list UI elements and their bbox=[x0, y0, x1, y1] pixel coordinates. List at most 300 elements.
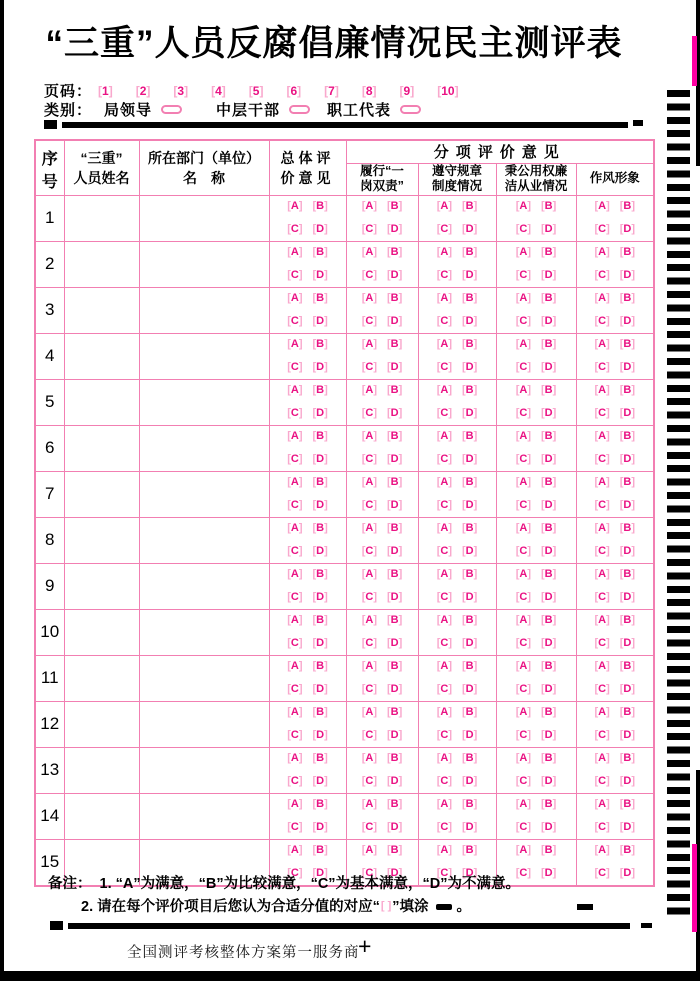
option-bubble-A[interactable] bbox=[594, 339, 609, 350]
option-bubble-C[interactable] bbox=[287, 500, 302, 511]
option-bubble-A[interactable] bbox=[287, 707, 302, 718]
option-bubble-D[interactable] bbox=[620, 730, 635, 741]
option-bubble-D[interactable] bbox=[387, 638, 402, 649]
option-bubble-C[interactable] bbox=[437, 270, 452, 281]
option-bubble-B[interactable] bbox=[462, 247, 477, 258]
page-code-bubble-6[interactable] bbox=[286, 85, 301, 97]
option-bubble-B[interactable] bbox=[387, 385, 402, 396]
option-bubble-D[interactable] bbox=[462, 362, 477, 373]
option-bubble-C[interactable] bbox=[362, 362, 377, 373]
option-bubble-D[interactable] bbox=[313, 684, 328, 695]
option-bubble-D[interactable] bbox=[462, 638, 477, 649]
option-bubble-A[interactable] bbox=[594, 615, 609, 626]
option-bubble-A[interactable] bbox=[362, 339, 377, 350]
option-bubble-D[interactable] bbox=[620, 454, 635, 465]
option-bubble-D[interactable] bbox=[462, 224, 477, 235]
option-bubble-A[interactable] bbox=[437, 845, 452, 856]
option-bubble-A[interactable] bbox=[437, 431, 452, 442]
option-bubble-B[interactable] bbox=[541, 523, 556, 534]
option-bubble-A[interactable] bbox=[287, 569, 302, 580]
option-bubble-C[interactable] bbox=[516, 224, 531, 235]
option-bubble-D[interactable] bbox=[462, 776, 477, 787]
option-bubble-D[interactable] bbox=[620, 362, 635, 373]
option-bubble-C[interactable] bbox=[594, 546, 609, 557]
dept-input-cell[interactable] bbox=[139, 379, 269, 425]
option-bubble-C[interactable] bbox=[516, 270, 531, 281]
option-bubble-A[interactable] bbox=[437, 339, 452, 350]
option-bubble-B[interactable] bbox=[462, 477, 477, 488]
option-bubble-B[interactable] bbox=[462, 431, 477, 442]
option-bubble-D[interactable] bbox=[313, 270, 328, 281]
option-bubble-A[interactable] bbox=[516, 293, 531, 304]
option-bubble-D[interactable] bbox=[541, 362, 556, 373]
option-bubble-D[interactable] bbox=[462, 454, 477, 465]
option-bubble-D[interactable] bbox=[313, 822, 328, 833]
option-bubble-A[interactable] bbox=[362, 523, 377, 534]
dept-input-cell[interactable] bbox=[139, 747, 269, 793]
name-input-cell[interactable] bbox=[64, 195, 139, 241]
option-bubble-A[interactable] bbox=[362, 569, 377, 580]
option-bubble-C[interactable] bbox=[287, 592, 302, 603]
page-code-bubble-9[interactable] bbox=[400, 85, 415, 97]
page-code-bubble-7[interactable] bbox=[324, 85, 339, 97]
option-bubble-A[interactable] bbox=[516, 477, 531, 488]
option-bubble-A[interactable] bbox=[516, 615, 531, 626]
option-bubble-B[interactable] bbox=[462, 339, 477, 350]
option-bubble-B[interactable] bbox=[387, 707, 402, 718]
option-bubble-B[interactable] bbox=[541, 247, 556, 258]
option-bubble-D[interactable] bbox=[313, 546, 328, 557]
option-bubble-B[interactable] bbox=[541, 477, 556, 488]
option-bubble-D[interactable] bbox=[620, 638, 635, 649]
option-bubble-B[interactable] bbox=[313, 569, 328, 580]
dept-input-cell[interactable] bbox=[139, 701, 269, 747]
option-bubble-C[interactable] bbox=[516, 776, 531, 787]
option-bubble-D[interactable] bbox=[541, 592, 556, 603]
option-bubble-B[interactable] bbox=[462, 201, 477, 212]
option-bubble-A[interactable] bbox=[362, 753, 377, 764]
option-bubble-D[interactable] bbox=[620, 224, 635, 235]
option-bubble-D[interactable] bbox=[387, 224, 402, 235]
option-bubble-A[interactable] bbox=[516, 753, 531, 764]
option-bubble-C[interactable] bbox=[287, 408, 302, 419]
option-bubble-B[interactable] bbox=[620, 201, 635, 212]
option-bubble-C[interactable] bbox=[362, 776, 377, 787]
option-bubble-A[interactable] bbox=[362, 477, 377, 488]
option-bubble-B[interactable] bbox=[620, 339, 635, 350]
option-bubble-C[interactable] bbox=[594, 868, 609, 879]
category-checkbox[interactable] bbox=[289, 105, 310, 114]
option-bubble-A[interactable] bbox=[362, 615, 377, 626]
option-bubble-B[interactable] bbox=[541, 845, 556, 856]
option-bubble-C[interactable] bbox=[594, 500, 609, 511]
dept-input-cell[interactable] bbox=[139, 793, 269, 839]
option-bubble-B[interactable] bbox=[462, 845, 477, 856]
option-bubble-B[interactable] bbox=[387, 569, 402, 580]
option-bubble-C[interactable] bbox=[516, 592, 531, 603]
option-bubble-B[interactable] bbox=[313, 477, 328, 488]
option-bubble-C[interactable] bbox=[362, 592, 377, 603]
option-bubble-C[interactable] bbox=[437, 730, 452, 741]
option-bubble-A[interactable] bbox=[594, 661, 609, 672]
option-bubble-A[interactable] bbox=[516, 523, 531, 534]
dept-input-cell[interactable] bbox=[139, 241, 269, 287]
option-bubble-D[interactable] bbox=[387, 408, 402, 419]
option-bubble-C[interactable] bbox=[287, 270, 302, 281]
option-bubble-B[interactable] bbox=[620, 661, 635, 672]
option-bubble-B[interactable] bbox=[620, 477, 635, 488]
option-bubble-B[interactable] bbox=[462, 753, 477, 764]
option-bubble-A[interactable] bbox=[516, 201, 531, 212]
option-bubble-A[interactable] bbox=[437, 799, 452, 810]
option-bubble-D[interactable] bbox=[387, 500, 402, 511]
option-bubble-D[interactable] bbox=[387, 454, 402, 465]
name-input-cell[interactable] bbox=[64, 379, 139, 425]
option-bubble-D[interactable] bbox=[462, 822, 477, 833]
option-bubble-D[interactable] bbox=[313, 730, 328, 741]
page-code-bubble-10[interactable] bbox=[437, 85, 458, 97]
option-bubble-B[interactable] bbox=[620, 615, 635, 626]
option-bubble-A[interactable] bbox=[594, 385, 609, 396]
dept-input-cell[interactable] bbox=[139, 655, 269, 701]
option-bubble-B[interactable] bbox=[620, 523, 635, 534]
option-bubble-D[interactable] bbox=[620, 546, 635, 557]
option-bubble-C[interactable] bbox=[594, 684, 609, 695]
option-bubble-A[interactable] bbox=[437, 385, 452, 396]
option-bubble-D[interactable] bbox=[462, 592, 477, 603]
dept-input-cell[interactable] bbox=[139, 333, 269, 379]
option-bubble-D[interactable] bbox=[462, 546, 477, 557]
option-bubble-D[interactable] bbox=[620, 316, 635, 327]
name-input-cell[interactable] bbox=[64, 563, 139, 609]
option-bubble-A[interactable] bbox=[287, 661, 302, 672]
option-bubble-C[interactable] bbox=[287, 546, 302, 557]
page-code-bubble-1[interactable] bbox=[98, 85, 113, 97]
option-bubble-C[interactable] bbox=[437, 684, 452, 695]
option-bubble-C[interactable] bbox=[516, 546, 531, 557]
option-bubble-A[interactable] bbox=[437, 477, 452, 488]
option-bubble-A[interactable] bbox=[437, 753, 452, 764]
option-bubble-A[interactable] bbox=[516, 845, 531, 856]
option-bubble-A[interactable] bbox=[437, 707, 452, 718]
option-bubble-C[interactable] bbox=[437, 638, 452, 649]
option-bubble-A[interactable] bbox=[594, 477, 609, 488]
option-bubble-C[interactable] bbox=[594, 316, 609, 327]
name-input-cell[interactable] bbox=[64, 655, 139, 701]
option-bubble-A[interactable] bbox=[594, 569, 609, 580]
option-bubble-D[interactable] bbox=[541, 822, 556, 833]
option-bubble-D[interactable] bbox=[541, 730, 556, 741]
option-bubble-D[interactable] bbox=[313, 776, 328, 787]
option-bubble-C[interactable] bbox=[437, 776, 452, 787]
option-bubble-B[interactable] bbox=[541, 385, 556, 396]
option-bubble-A[interactable] bbox=[287, 293, 302, 304]
option-bubble-A[interactable] bbox=[516, 247, 531, 258]
option-bubble-D[interactable] bbox=[541, 684, 556, 695]
option-bubble-A[interactable] bbox=[287, 845, 302, 856]
option-bubble-C[interactable] bbox=[594, 454, 609, 465]
option-bubble-C[interactable] bbox=[362, 454, 377, 465]
option-bubble-B[interactable] bbox=[620, 707, 635, 718]
option-bubble-A[interactable] bbox=[594, 431, 609, 442]
name-input-cell[interactable] bbox=[64, 425, 139, 471]
option-bubble-D[interactable] bbox=[387, 592, 402, 603]
dept-input-cell[interactable] bbox=[139, 471, 269, 517]
option-bubble-A[interactable] bbox=[287, 753, 302, 764]
option-bubble-B[interactable] bbox=[541, 431, 556, 442]
option-bubble-D[interactable] bbox=[541, 638, 556, 649]
option-bubble-D[interactable] bbox=[541, 500, 556, 511]
option-bubble-A[interactable] bbox=[287, 477, 302, 488]
option-bubble-C[interactable] bbox=[594, 592, 609, 603]
option-bubble-C[interactable] bbox=[287, 316, 302, 327]
option-bubble-C[interactable] bbox=[287, 776, 302, 787]
option-bubble-B[interactable] bbox=[313, 799, 328, 810]
option-bubble-C[interactable] bbox=[362, 270, 377, 281]
option-bubble-B[interactable] bbox=[387, 293, 402, 304]
option-bubble-A[interactable] bbox=[516, 661, 531, 672]
option-bubble-B[interactable] bbox=[313, 707, 328, 718]
name-input-cell[interactable] bbox=[64, 747, 139, 793]
option-bubble-A[interactable] bbox=[437, 615, 452, 626]
option-bubble-C[interactable] bbox=[287, 684, 302, 695]
option-bubble-D[interactable] bbox=[313, 408, 328, 419]
option-bubble-B[interactable] bbox=[313, 661, 328, 672]
option-bubble-A[interactable] bbox=[287, 431, 302, 442]
option-bubble-B[interactable] bbox=[387, 523, 402, 534]
option-bubble-C[interactable] bbox=[362, 500, 377, 511]
option-bubble-C[interactable] bbox=[516, 500, 531, 511]
option-bubble-A[interactable] bbox=[594, 523, 609, 534]
option-bubble-D[interactable] bbox=[313, 500, 328, 511]
option-bubble-D[interactable] bbox=[620, 592, 635, 603]
option-bubble-B[interactable] bbox=[541, 615, 556, 626]
dept-input-cell[interactable] bbox=[139, 563, 269, 609]
option-bubble-A[interactable] bbox=[437, 569, 452, 580]
option-bubble-B[interactable] bbox=[387, 201, 402, 212]
option-bubble-C[interactable] bbox=[287, 454, 302, 465]
option-bubble-C[interactable] bbox=[437, 592, 452, 603]
category-checkbox[interactable] bbox=[161, 105, 182, 114]
option-bubble-C[interactable] bbox=[437, 362, 452, 373]
option-bubble-B[interactable] bbox=[620, 845, 635, 856]
option-bubble-A[interactable] bbox=[437, 661, 452, 672]
option-bubble-C[interactable] bbox=[362, 730, 377, 741]
option-bubble-B[interactable] bbox=[313, 615, 328, 626]
option-bubble-A[interactable] bbox=[437, 201, 452, 212]
option-bubble-C[interactable] bbox=[362, 408, 377, 419]
option-bubble-B[interactable] bbox=[541, 707, 556, 718]
option-bubble-A[interactable] bbox=[362, 201, 377, 212]
option-bubble-B[interactable] bbox=[462, 385, 477, 396]
option-bubble-A[interactable] bbox=[362, 707, 377, 718]
option-bubble-A[interactable] bbox=[362, 431, 377, 442]
option-bubble-A[interactable] bbox=[516, 707, 531, 718]
option-bubble-D[interactable] bbox=[313, 224, 328, 235]
option-bubble-C[interactable] bbox=[362, 316, 377, 327]
option-bubble-D[interactable] bbox=[387, 684, 402, 695]
option-bubble-C[interactable] bbox=[594, 730, 609, 741]
name-input-cell[interactable] bbox=[64, 517, 139, 563]
option-bubble-A[interactable] bbox=[362, 661, 377, 672]
option-bubble-B[interactable] bbox=[313, 753, 328, 764]
option-bubble-C[interactable] bbox=[516, 408, 531, 419]
option-bubble-A[interactable] bbox=[516, 799, 531, 810]
option-bubble-A[interactable] bbox=[594, 201, 609, 212]
option-bubble-C[interactable] bbox=[594, 270, 609, 281]
option-bubble-B[interactable] bbox=[462, 661, 477, 672]
option-bubble-C[interactable] bbox=[594, 362, 609, 373]
option-bubble-A[interactable] bbox=[516, 569, 531, 580]
option-bubble-D[interactable] bbox=[462, 500, 477, 511]
option-bubble-C[interactable] bbox=[516, 730, 531, 741]
option-bubble-B[interactable] bbox=[541, 201, 556, 212]
option-bubble-B[interactable] bbox=[387, 477, 402, 488]
option-bubble-A[interactable] bbox=[287, 799, 302, 810]
option-bubble-B[interactable] bbox=[313, 523, 328, 534]
option-bubble-C[interactable] bbox=[516, 684, 531, 695]
option-bubble-D[interactable] bbox=[620, 776, 635, 787]
option-bubble-C[interactable] bbox=[594, 776, 609, 787]
option-bubble-C[interactable] bbox=[287, 638, 302, 649]
dept-input-cell[interactable] bbox=[139, 287, 269, 333]
option-bubble-D[interactable] bbox=[620, 868, 635, 879]
option-bubble-B[interactable] bbox=[462, 569, 477, 580]
option-bubble-B[interactable] bbox=[387, 661, 402, 672]
option-bubble-D[interactable] bbox=[313, 592, 328, 603]
option-bubble-B[interactable] bbox=[541, 661, 556, 672]
option-bubble-C[interactable] bbox=[287, 730, 302, 741]
option-bubble-B[interactable] bbox=[313, 201, 328, 212]
option-bubble-D[interactable] bbox=[462, 684, 477, 695]
option-bubble-A[interactable] bbox=[437, 293, 452, 304]
option-bubble-A[interactable] bbox=[594, 707, 609, 718]
option-bubble-A[interactable] bbox=[362, 845, 377, 856]
option-bubble-B[interactable] bbox=[541, 339, 556, 350]
option-bubble-B[interactable] bbox=[541, 569, 556, 580]
option-bubble-B[interactable] bbox=[462, 707, 477, 718]
option-bubble-C[interactable] bbox=[516, 454, 531, 465]
option-bubble-B[interactable] bbox=[541, 753, 556, 764]
option-bubble-C[interactable] bbox=[594, 408, 609, 419]
dept-input-cell[interactable] bbox=[139, 195, 269, 241]
option-bubble-B[interactable] bbox=[620, 385, 635, 396]
option-bubble-C[interactable] bbox=[594, 638, 609, 649]
option-bubble-A[interactable] bbox=[594, 293, 609, 304]
name-input-cell[interactable] bbox=[64, 793, 139, 839]
page-code-bubble-8[interactable] bbox=[362, 85, 377, 97]
option-bubble-A[interactable] bbox=[362, 293, 377, 304]
option-bubble-D[interactable] bbox=[541, 224, 556, 235]
option-bubble-B[interactable] bbox=[620, 293, 635, 304]
dept-input-cell[interactable] bbox=[139, 517, 269, 563]
option-bubble-C[interactable] bbox=[437, 822, 452, 833]
name-input-cell[interactable] bbox=[64, 333, 139, 379]
option-bubble-B[interactable] bbox=[313, 293, 328, 304]
option-bubble-B[interactable] bbox=[387, 431, 402, 442]
option-bubble-C[interactable] bbox=[362, 224, 377, 235]
name-input-cell[interactable] bbox=[64, 471, 139, 517]
option-bubble-D[interactable] bbox=[313, 454, 328, 465]
page-code-bubble-2[interactable] bbox=[136, 85, 151, 97]
category-checkbox[interactable] bbox=[400, 105, 421, 114]
option-bubble-A[interactable] bbox=[287, 247, 302, 258]
option-bubble-A[interactable] bbox=[362, 247, 377, 258]
option-bubble-A[interactable] bbox=[287, 523, 302, 534]
option-bubble-C[interactable] bbox=[516, 316, 531, 327]
option-bubble-D[interactable] bbox=[313, 638, 328, 649]
option-bubble-D[interactable] bbox=[313, 316, 328, 327]
option-bubble-A[interactable] bbox=[287, 385, 302, 396]
option-bubble-D[interactable] bbox=[387, 316, 402, 327]
option-bubble-D[interactable] bbox=[387, 822, 402, 833]
option-bubble-C[interactable] bbox=[362, 546, 377, 557]
option-bubble-B[interactable] bbox=[620, 431, 635, 442]
option-bubble-C[interactable] bbox=[516, 822, 531, 833]
option-bubble-B[interactable] bbox=[387, 339, 402, 350]
option-bubble-B[interactable] bbox=[387, 247, 402, 258]
dept-input-cell[interactable] bbox=[139, 609, 269, 655]
option-bubble-C[interactable] bbox=[362, 822, 377, 833]
option-bubble-A[interactable] bbox=[594, 799, 609, 810]
dept-input-cell[interactable] bbox=[139, 425, 269, 471]
option-bubble-D[interactable] bbox=[620, 408, 635, 419]
option-bubble-B[interactable] bbox=[387, 615, 402, 626]
name-input-cell[interactable] bbox=[64, 701, 139, 747]
option-bubble-A[interactable] bbox=[287, 201, 302, 212]
option-bubble-B[interactable] bbox=[387, 753, 402, 764]
option-bubble-A[interactable] bbox=[362, 799, 377, 810]
option-bubble-D[interactable] bbox=[620, 270, 635, 281]
option-bubble-B[interactable] bbox=[387, 799, 402, 810]
option-bubble-A[interactable] bbox=[516, 431, 531, 442]
option-bubble-B[interactable] bbox=[462, 615, 477, 626]
option-bubble-D[interactable] bbox=[387, 362, 402, 373]
option-bubble-C[interactable] bbox=[437, 546, 452, 557]
option-bubble-B[interactable] bbox=[620, 247, 635, 258]
option-bubble-B[interactable] bbox=[462, 293, 477, 304]
option-bubble-A[interactable] bbox=[362, 385, 377, 396]
option-bubble-B[interactable] bbox=[313, 247, 328, 258]
option-bubble-C[interactable] bbox=[516, 638, 531, 649]
option-bubble-A[interactable] bbox=[594, 753, 609, 764]
option-bubble-C[interactable] bbox=[287, 362, 302, 373]
option-bubble-D[interactable] bbox=[387, 546, 402, 557]
option-bubble-D[interactable] bbox=[462, 270, 477, 281]
option-bubble-B[interactable] bbox=[620, 799, 635, 810]
option-bubble-D[interactable] bbox=[313, 362, 328, 373]
page-code-bubble-3[interactable] bbox=[173, 85, 188, 97]
option-bubble-A[interactable] bbox=[437, 523, 452, 534]
option-bubble-B[interactable] bbox=[313, 339, 328, 350]
option-bubble-D[interactable] bbox=[541, 546, 556, 557]
option-bubble-A[interactable] bbox=[287, 339, 302, 350]
option-bubble-B[interactable] bbox=[620, 569, 635, 580]
option-bubble-D[interactable] bbox=[620, 684, 635, 695]
option-bubble-B[interactable] bbox=[541, 799, 556, 810]
option-bubble-D[interactable] bbox=[541, 454, 556, 465]
option-bubble-D[interactable] bbox=[541, 408, 556, 419]
name-input-cell[interactable] bbox=[64, 241, 139, 287]
option-bubble-C[interactable] bbox=[287, 224, 302, 235]
page-code-bubble-5[interactable] bbox=[249, 85, 264, 97]
option-bubble-D[interactable] bbox=[620, 822, 635, 833]
option-bubble-A[interactable] bbox=[516, 385, 531, 396]
option-bubble-C[interactable] bbox=[362, 638, 377, 649]
option-bubble-B[interactable] bbox=[462, 799, 477, 810]
option-bubble-C[interactable] bbox=[287, 822, 302, 833]
option-bubble-B[interactable] bbox=[462, 523, 477, 534]
